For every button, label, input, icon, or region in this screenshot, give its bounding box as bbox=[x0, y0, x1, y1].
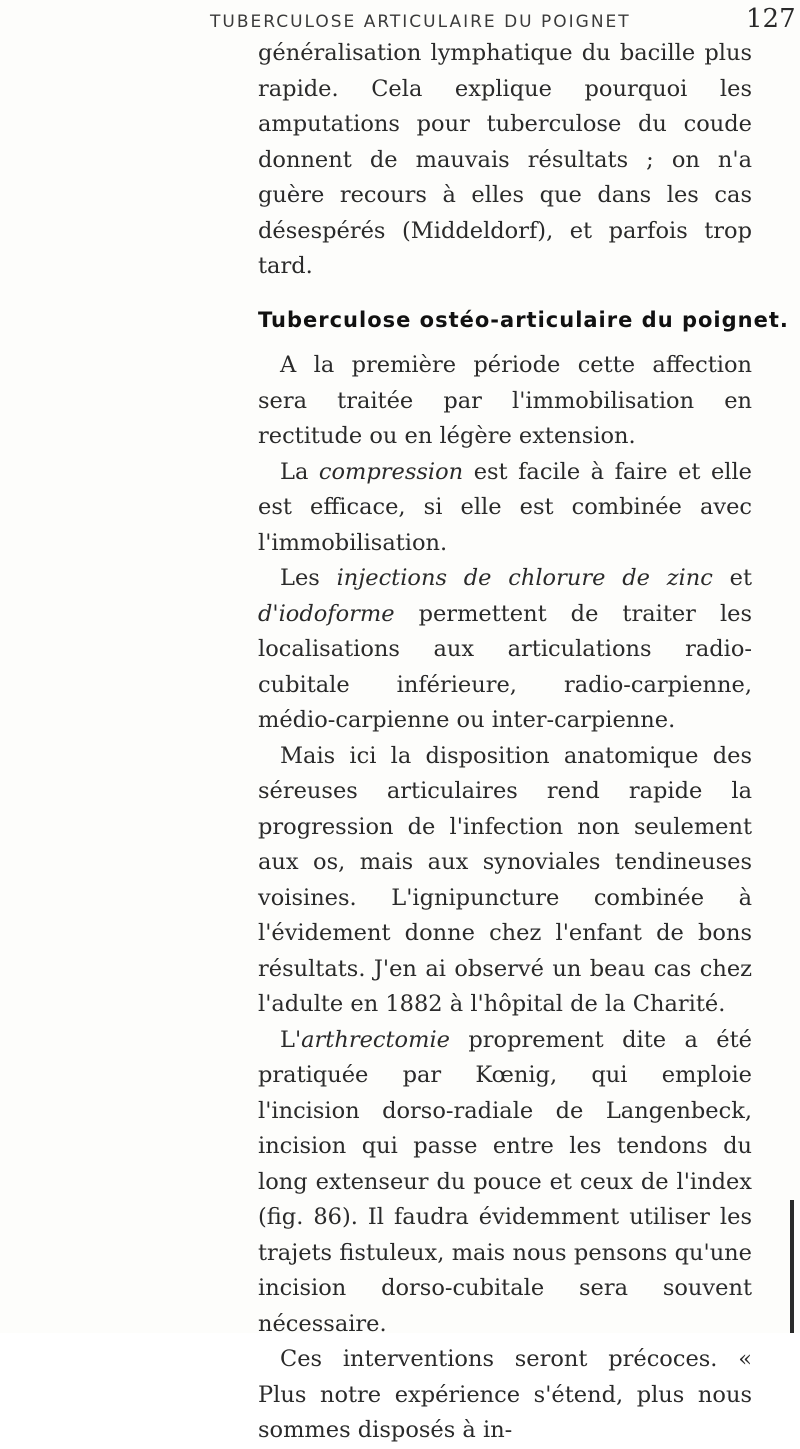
lead-word: Les bbox=[280, 565, 320, 591]
paragraph-text: est facile à faire et elle est efficace, si elle est combinée avec l'immobilisation. bbox=[258, 458, 752, 556]
connector-word: et bbox=[729, 565, 752, 591]
lead-word: La bbox=[280, 458, 309, 485]
body-text bbox=[258, 36, 789, 1449]
page-edge-line bbox=[790, 1200, 794, 1333]
emphasis-arthrectomie: arthrectomie bbox=[301, 1026, 450, 1053]
section-title: Tuberculose ostéo-articulaire du poignet. bbox=[258, 307, 789, 332]
running-title: TUBERCULOSE ARTICULAIRE DU POIGNET bbox=[210, 12, 631, 32]
paragraph-interventions: Ces interventions seront précoces. « Plus notre expérience s'étend, plus nous sommes disposés à in- bbox=[258, 1346, 752, 1443]
paragraph-text: proprement dite a été pratiquée par Kœnig, qui emploie l'incision dorso-radiale de Langenbeck, incision qui passe entre les tendons du long extenseur du pouce et ceux de l'index (fig. 86). Il faudra évidemment utiliser les trajets fistuleux, mais nous pensons qu'une incision dorso-cubitale sera souvent nécessaire. bbox=[258, 1026, 752, 1337]
lead-word: L' bbox=[280, 1026, 302, 1053]
paragraph-arthrectomie bbox=[258, 1023, 752, 1343]
emphasis-injections: injections de chlorure de zinc bbox=[336, 565, 713, 591]
emphasis-iodoforme: d'iodoforme bbox=[258, 600, 395, 627]
emphasis-compression: compression bbox=[318, 458, 464, 485]
intro-paragraph: généralisation lymphatique du bacille plus rapide. Cela explique pourquoi les amputations pour tuberculose du coude donnent de mauvais résultats ; on n'a guère recours à elles que dans les cas désespérés (Middeldorf), et parfois trop tard. bbox=[258, 40, 752, 279]
paragraph-injections bbox=[258, 561, 752, 739]
page-number: 127 bbox=[746, 4, 796, 34]
paragraph-immobilisation: A la première période cette affection sera traitée par l'immobilisation en rectitude ou en légère extension. bbox=[258, 352, 752, 449]
paragraph-anatomy: Mais ici la disposition anatomique des séreuses articulaires rend rapide la progression de l'infection non seulement aux os, mais aux synoviales tendineuses voisines. L'ignipuncture combinée à l'évidement donne chez l'enfant de bons résultats. J'en ai observé un beau cas chez l'adulte en 1882 à l'hôpital de la Charité. bbox=[258, 742, 752, 1017]
paragraph-text: permettent de traiter les localisations aux articulations radio-cubitale inférieure, radio-carpienne, médio-carpienne ou inter-carpienne. bbox=[258, 600, 753, 733]
paragraph-compression bbox=[258, 455, 752, 562]
